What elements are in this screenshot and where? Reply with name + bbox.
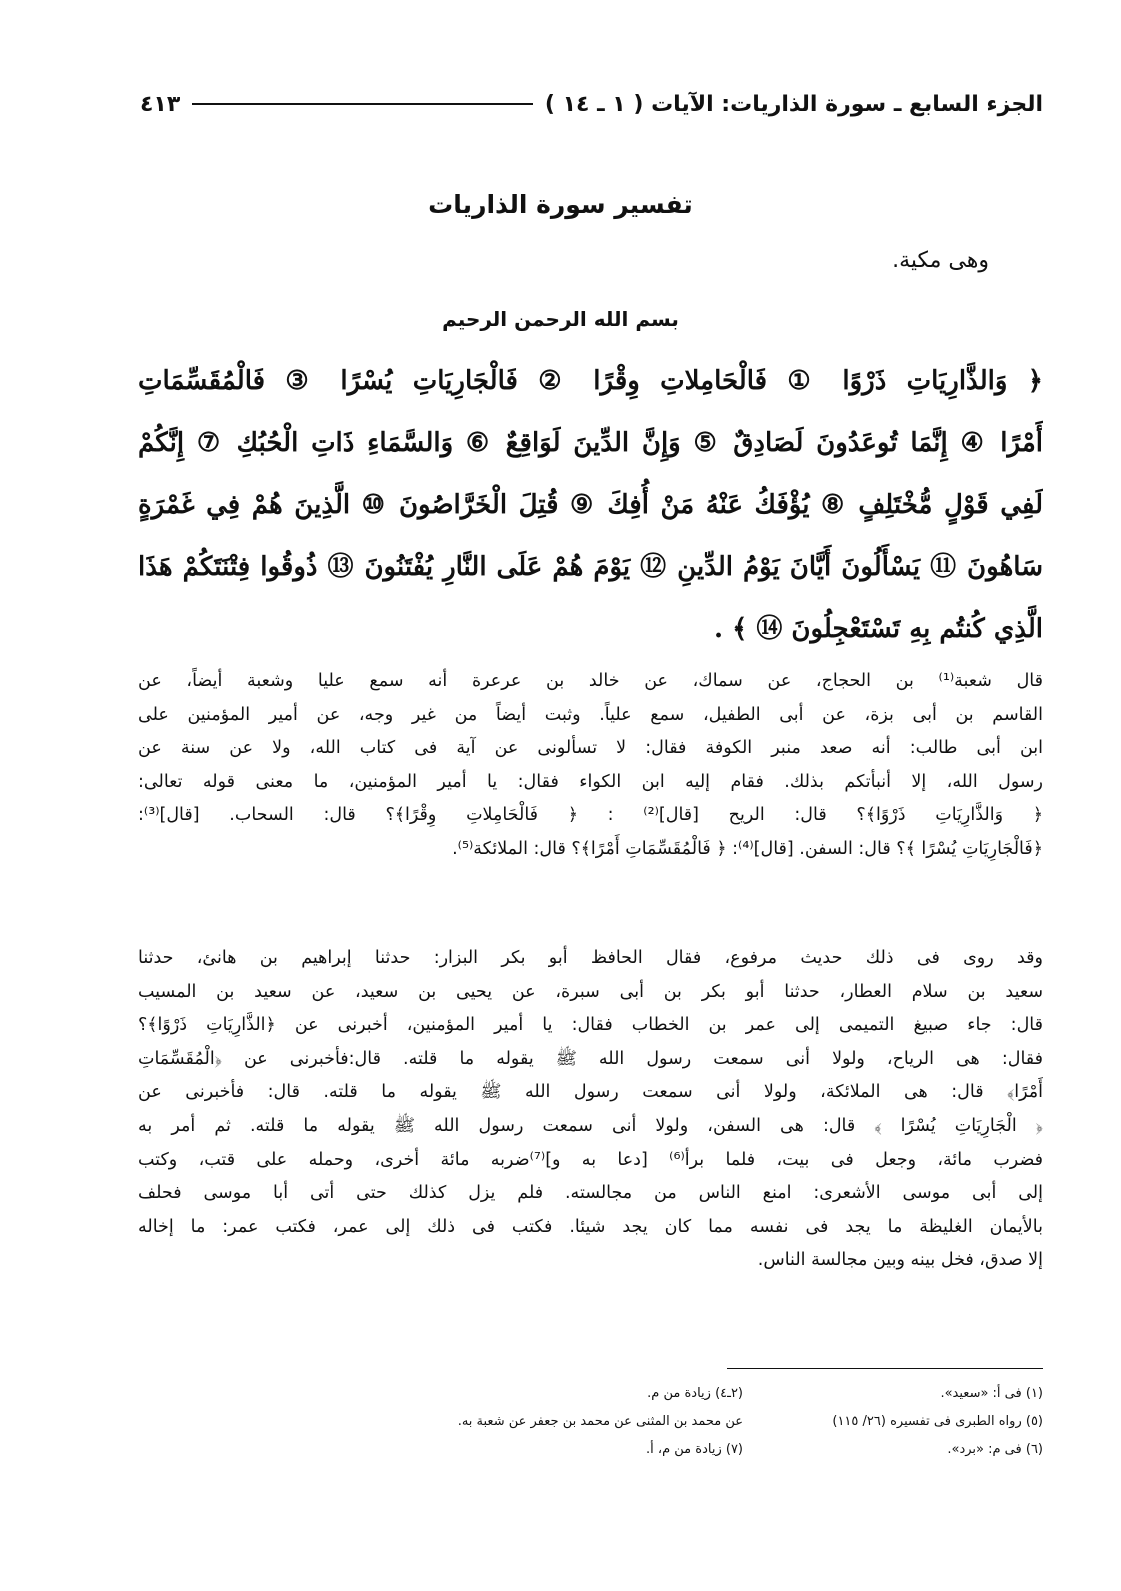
footnote-row bbox=[343, 1436, 1043, 1464]
page-number: ٤١٣ bbox=[140, 91, 181, 117]
makkiyya-note: وهى مكية. bbox=[892, 248, 989, 273]
verse-line: ﴿ وَالذَّارِيَاتِ ذَرْوًا ① فَالْحَامِلاتِ وِقْرًا ② فَالْجَارِيَاتِ يُسْرًا ③ فَالْمُقَسِّمَاتِ bbox=[138, 366, 1043, 396]
verse-line: الَّذِي كُنتُم بِهِ تَسْتَعْجِلُونَ ⑭ ﴾ . bbox=[713, 614, 1043, 644]
footnote: (٢ـ٤) زيادة من م. bbox=[647, 1386, 743, 1401]
text-line: قال شعبة⁽¹⁾ بن الحجاج، عن سماك، عن خالد بن عرعرة أنه سمع عليا وشعبة أيضاً، عن bbox=[138, 671, 1043, 691]
footnote: (١) فى أ: «سعيد». bbox=[940, 1386, 1043, 1401]
text-line: قال: جاء صبيغ التميمى إلى عمر بن الخطاب فقال: يا أمير المؤمنين، أخبرنى عن ﴿الذَّارِيَاتِ ذَرْوًا﴾؟ bbox=[138, 1015, 1043, 1036]
text-line: فقال: هى الرياح، ولولا أنى سمعت رسول الله ﷺ يقوله ما قلته. قال:فأخبرنى عن ﴿الْمُقَسِّمَاتِ bbox=[138, 1048, 1043, 1069]
footnote-row bbox=[343, 1380, 1043, 1408]
text-line: فضرب مائة، وجعل فى بيت، فلما برأ⁽⁶⁾ [دعا به و]⁽⁷⁾ضربه مائة أخرى، وحمله على قتب، وكتب bbox=[138, 1149, 1043, 1170]
footnote-row bbox=[343, 1408, 1043, 1436]
commentary-paragraph-2 bbox=[138, 942, 1043, 1278]
text-line: إلا صدق، فخل بينه وبين مجالسة الناس. bbox=[757, 1250, 1043, 1271]
text-line: ﴿فَالْجَارِيَاتِ يُسْرًا ﴾؟ قال: السفن. [قال]⁽⁴⁾: ﴿ فَالْمُقَسِّمَاتِ أَمْرًا﴾؟ قال: الملائكة⁽⁵⁾. bbox=[452, 838, 1043, 859]
basmala: بسم الله الرحمن الرحيم bbox=[442, 307, 679, 331]
text-line: بالأيمان الغليظة ما يجد فى نفسه مما كان يجد شيئا. فكتب فى ذلك إلى عمر، فكتب عمر: ما إخاله bbox=[138, 1216, 1043, 1237]
footnote: عن محمد بن المثنى عن محمد بن جعفر عن شعبة به. bbox=[457, 1414, 743, 1429]
text-line: أَمْرًا﴾ قال: هى الملائكة، ولولا أنى سمعت رسول الله ﷺ يقوله ما قلته. قال: فأخبرنى عن bbox=[138, 1082, 1043, 1103]
footnote: (٥) رواه الطبرى فى تفسيره (٢٦/ ١١٥) bbox=[832, 1414, 1043, 1429]
footnote: (٦) فى م: «برد». bbox=[947, 1442, 1043, 1457]
text-line: وقد روى فى ذلك حديث مرفوع، فقال الحافظ أبو بكر البزار: حدثنا إبراهيم بن هانئ، حدثنا bbox=[138, 948, 1043, 968]
text-line: إلى أبى موسى الأشعرى: امنع الناس من مجالسته. فلم يزل كذلك حتى أتى أبا موسى فحلف bbox=[138, 1183, 1043, 1204]
footnote: (٧) زيادة من م، أ. bbox=[646, 1442, 743, 1457]
header-title: الجزء السابع ـ سورة الذاريات: الآيات ( ١ ـ ١٤ ) bbox=[544, 91, 1043, 117]
verse-line: سَاهُونَ ⑪ يَسْأَلُونَ أَيَّانَ يَوْمُ الدِّينِ ⑫ يَوْمَ هُمْ عَلَى النَّارِ يُفْتَنُونَ ⑬ ذُوقُوا فِتْنَتَكُمْ هَذَا bbox=[138, 552, 1043, 582]
text-line: القاسم بن أبى بزة، عن أبى الطفيل، سمع علياً. وثبت أيضاً من غير وجه، عن أمير المؤمنين على bbox=[138, 704, 1043, 725]
verse-line: لَفِي قَوْلٍ مُّخْتَلِفٍ ⑧ يُؤْفَكُ عَنْهُ مَنْ أُفِكَ ⑨ قُتِلَ الْخَرَّاصُونَ ⑩ الَّذِينَ هُمْ فِي غَمْرَةٍ bbox=[138, 490, 1043, 520]
text-line: ﴿ الْجَارِيَاتِ يُسْرًا ﴾ قال: هى السفن، ولولا أنى سمعت رسول الله ﷺ يقوله ما قلته. ثم أمر به bbox=[138, 1115, 1043, 1136]
surah-title: تفسير سورة الذاريات bbox=[428, 190, 693, 219]
text-line: رسول الله، إلا أنبأتكم بذلك. فقام إليه ابن الكواء فقال: يا أمير المؤمنين، ما معنى قوله تعالى: bbox=[138, 771, 1043, 792]
running-header bbox=[140, 86, 1043, 122]
verse-line: أَمْرًا ④ إِنَّمَا تُوعَدُونَ لَصَادِقٌ ⑤ وَإِنَّ الدِّينَ لَوَاقِعٌ ⑥ وَالسَّمَاءِ ذَاتِ الْحُبُكِ ⑦ إِنَّكُمْ bbox=[138, 428, 1043, 458]
text-line: سعيد بن سلام العطار، حدثنا أبو بكر بن أبى سبرة، عن يحيى بن سعيد، عن سعيد بن المسيب bbox=[138, 981, 1043, 1002]
commentary-paragraph-1 bbox=[138, 665, 1043, 867]
footnotes bbox=[343, 1380, 1043, 1464]
text-line: ﴿ وَالذَّارِيَاتِ ذَرْوًا﴾؟ قال: الريح [قال]⁽²⁾ : ﴿ فَالْحَامِلاتِ وِقْرًا﴾؟ قال: السحاب. [قال]⁽³⁾: bbox=[138, 805, 1043, 826]
footnote-separator bbox=[727, 1368, 1043, 1369]
text-line: ابن أبى طالب: أنه صعد منبر الكوفة فقال: لا تسألونى عن آية فى كتاب الله، ولا عن سنة عن bbox=[138, 738, 1043, 759]
header-rule bbox=[192, 103, 533, 105]
quran-verses-block bbox=[138, 350, 1043, 660]
